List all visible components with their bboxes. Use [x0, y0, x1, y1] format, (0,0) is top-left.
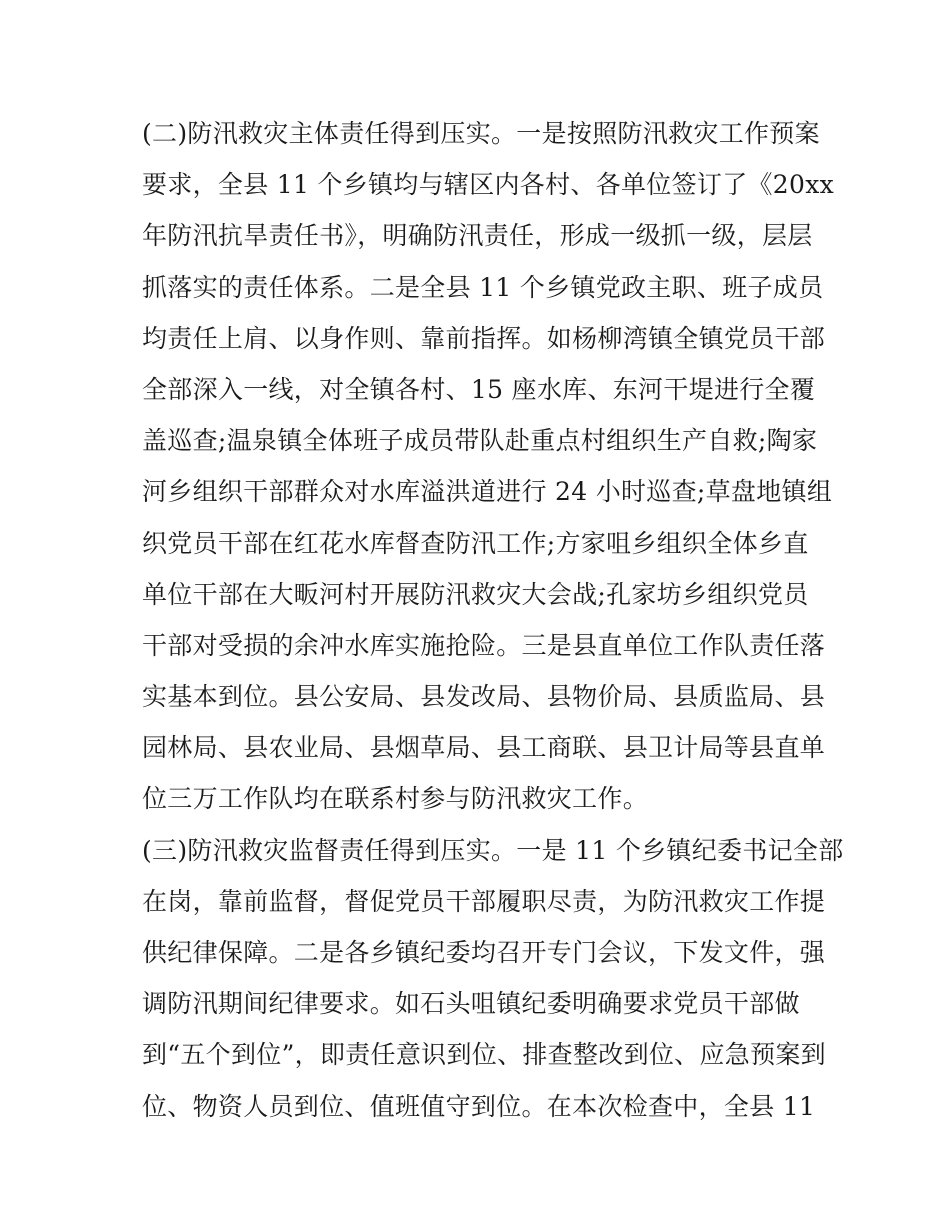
body-text	[142, 108, 844, 1132]
text-line: 年防汛抗旱责任书》，明确防汛责任，形成一级抓一级，层层	[142, 221, 813, 251]
text-line: 供纪律保障。二是各乡镇纪委均召开专门会议，下发文件，强	[142, 938, 826, 967]
text-line: (二)防汛救灾主体责任得到压实。一是按照防汛救灾工作预案	[142, 119, 820, 148]
text-line: 要求，全县 11 个乡镇均与辖区内各村、各单位签订了《20xx	[142, 170, 835, 200]
text-line: 园林局、县农业局、县烟草局、县工商联、县卫计局等县直单	[142, 733, 826, 763]
text-line: 到“五个到位”，即责任意识到位、排查整改到位、应急预案到	[142, 1040, 826, 1070]
text-line: 在岗，靠前监督，督促党员干部履职尽责，为防汛救灾工作提	[142, 886, 826, 916]
text-line: 织党员干部在红花水库督查防汛工作;方家咀乡组织全体乡直	[142, 528, 809, 558]
text-line: 实基本到位。县公安局、县发改局、县物价局、县质监局、县	[142, 682, 826, 712]
text-line: 河乡组织干部群众对水库溢洪道进行 24 小时巡查;草盘地镇组	[142, 477, 833, 507]
text-line: 单位干部在大畈河村开展防汛救灾大会战;孔家坊乡组织党员	[142, 579, 809, 609]
text-line: 位、物资人员到位、值班值守到位。在本次检查中，全县 11	[142, 1091, 816, 1121]
text-line: 干部对受损的余冲水库实施抢险。三是县直单位工作队责任落	[142, 630, 826, 660]
text-line: 盖巡查;温泉镇全体班子成员带队赴重点村组织生产自救;陶家	[142, 426, 818, 456]
text-line: 抓落实的责任体系。二是全县 11 个乡镇党政主职、班子成员	[142, 272, 824, 302]
text-line: 位三万工作队均在联系村参与防汛救灾工作。	[142, 784, 649, 814]
text-line: (三)防汛救灾监督责任得到压实。一是 11 个乡镇纪委书记全部	[142, 835, 844, 865]
text-line: 全部深入一线，对全镇各村、15 座水库、东河干堤进行全覆	[142, 374, 816, 404]
text-line: 均责任上肩、以身作则、靠前指挥。如杨柳湾镇全镇党员干部	[142, 323, 826, 353]
text-line: 调防汛期间纪律要求。如石头咀镇纪委明确要求党员干部做	[142, 989, 800, 1019]
